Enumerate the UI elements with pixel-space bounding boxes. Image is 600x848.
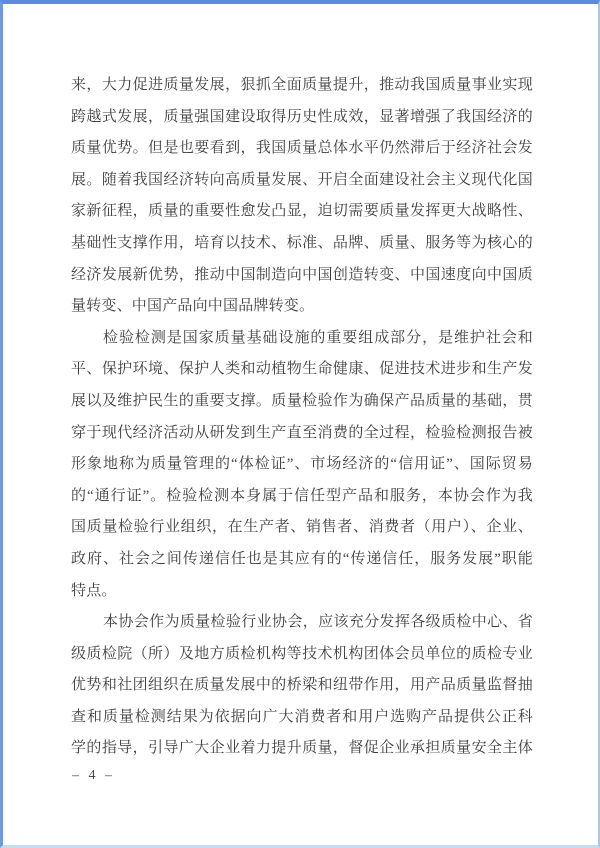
text-line: 家新征程，质量的重要性愈发凸显，迫切需要质量发挥更大战略性、 (71, 203, 533, 220)
text-line: 国质量检验行业组织，在生产者、销售者、消费者（用户）、企业、 (71, 519, 533, 536)
text-line: 特点。 (71, 582, 117, 599)
text-line: 基础性支撑作用，培育以技术、标准、品牌、质量、服务等为核心的 (71, 234, 533, 251)
text-line: 质量优势。但是也要看到，我国质量总体水平仍然滞后于经济社会发 (71, 140, 533, 157)
text-line: 展以及维护民生的重要支撑。质量检验作为确保产品质量的基础，贯 (71, 392, 533, 409)
text-line: 学的指导，引导广大企业着力提升质量，督促企业承担质量安全主体 (71, 740, 533, 757)
text-line: 展。随着我国经济转向高质量发展、开启全面建设社会主义现代化国 (71, 171, 533, 188)
text-line: 检验检测是国家质量基础设施的重要组成部分，是维护社会和 (103, 329, 533, 346)
text-line: 的“通行证”。检验检测本身属于信任型产品和服务，本协会作为我 (71, 487, 533, 504)
text-line: 本协会作为质量检验行业协会，应该充分发挥各级质检中心、省 (103, 614, 533, 631)
text-line: 查和质量检测结果为依据向广大消费者和用户选购产品提供公正科 (71, 708, 533, 725)
text-line: 来，大力促进质量发展，狠抓全面质量提升，推动我国质量事业实现 (71, 77, 533, 93)
text-line: 经济发展新优势，推动中国制造向中国创造转变、中国速度向中国质 (71, 266, 533, 283)
page-number: – 4 – (72, 768, 115, 783)
text-line: 平、保护环境、保护人类和动植物生命健康、促进技术进步和生产发 (71, 361, 533, 378)
text-line: 量转变、中国产品向中国品牌转变。 (71, 298, 315, 315)
text-line: 跨越式发展，质量强国建设取得历史性成效，显著增强了我国经济的 (71, 108, 533, 125)
document-body (71, 70, 533, 765)
text-line: 政府、社会之间传递信任也是其应有的“传递信任，服务发展”职能 (71, 550, 533, 567)
text-line: 穿于现代经济活动从研发到生产直至消费的全过程，检验检测报告被 (71, 424, 533, 441)
text-line: 优势和社团组织在质量发展中的桥梁和纽带作用，用产品质量监督抽 (71, 677, 533, 694)
text-line: 级质检院（所）及地方质检机构等技术机构团体会员单位的质检专业 (71, 645, 533, 662)
text-line: 形象地称为质量管理的“体检证”、市场经济的“信用证”、国际贸易 (71, 456, 533, 473)
